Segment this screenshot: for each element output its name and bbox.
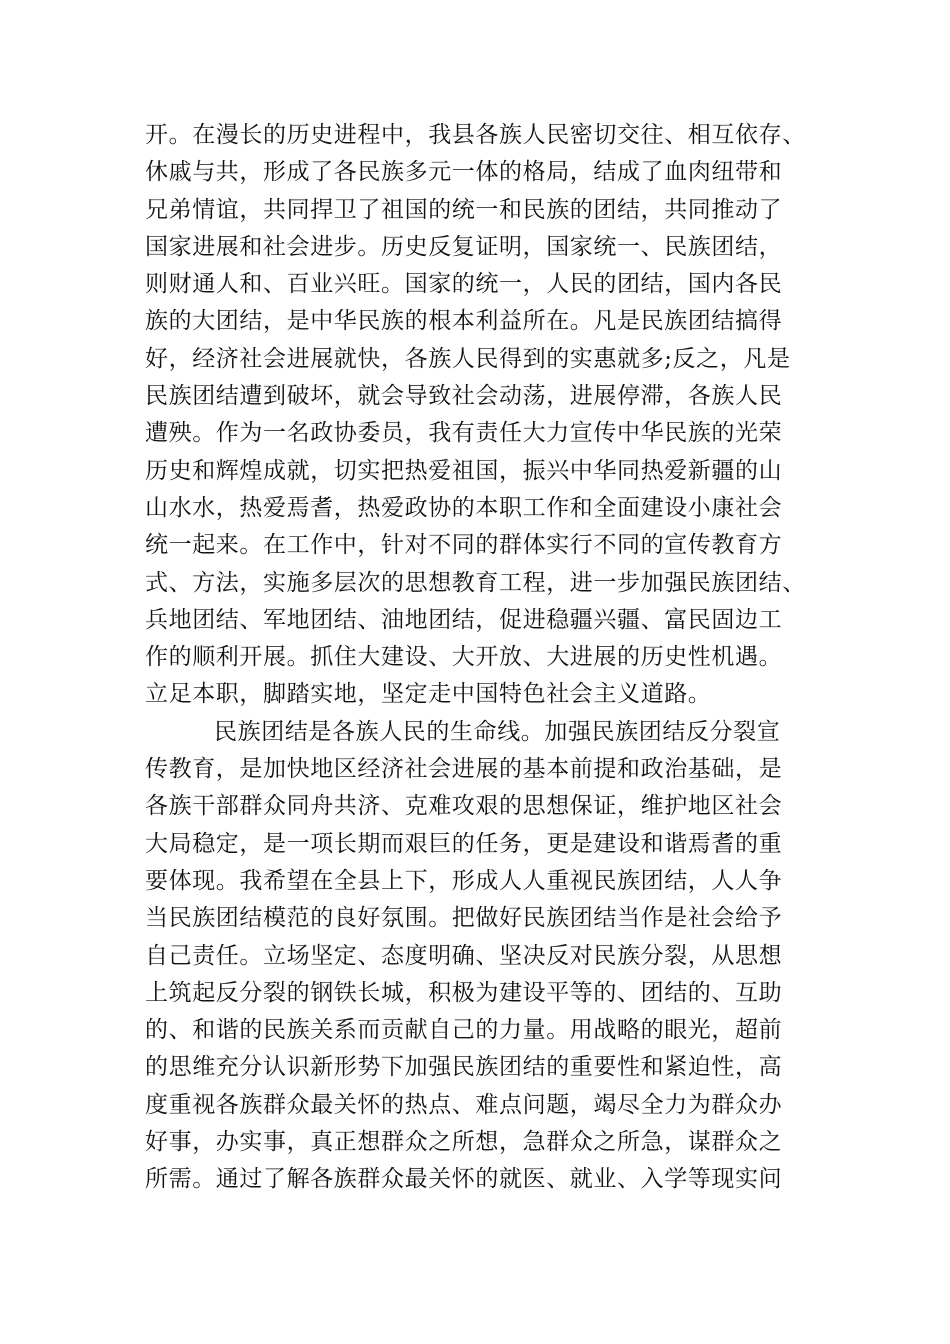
text-line: 传教育，是加快地区经济社会进展的基本前提和政治基础，是: [145, 756, 783, 783]
text-line: 式、方法，实施多层次的思想教育工程，进一步加强民族团结、: [145, 569, 806, 596]
text-line: 当民族团结模范的良好氛围。把做好民族团结当作是社会给予: [145, 905, 783, 932]
text-line: 休戚与共，形成了各民族多元一体的格局，结成了血肉纽带和: [145, 159, 783, 186]
text-line: 上筑起反分裂的钢铁长城，积极为建设平等的、团结的、互助: [145, 979, 783, 1006]
text-line: 国家进展和社会进步。历史反复证明，国家统一、民族团结，: [145, 233, 783, 260]
text-line: 度重视各族群众最关怀的热点、难点问题，竭尽全力为群众办: [145, 1091, 783, 1118]
text-line: 自己责任。立场坚定、态度明确、坚决反对民族分裂，从思想: [145, 942, 783, 969]
text-line: 开。在漫长的历史进程中，我县各族人民密切交往、相互依存、: [145, 122, 806, 148]
text-line: 所需。通过了解各族群众最关怀的就医、就业、入学等现实问: [145, 1166, 783, 1193]
text-line: 遭殃。作为一名政协委员，我有责任大力宣传中华民族的光荣: [145, 420, 783, 447]
text-line: 民族团结是各族人民的生命线。加强民族团结反分裂宣: [214, 718, 781, 745]
text-line: 民族团结遭到破坏，就会导致社会动荡，进展停滞，各族人民: [145, 383, 783, 410]
text-line: 则财通人和、百业兴旺。国家的统一，人民的团结，国内各民: [145, 271, 783, 298]
text-line: 历史和辉煌成就，切实把热爱祖国，振兴中华同热爱新疆的山: [145, 457, 783, 484]
text-line: 兵地团结、军地团结、油地团结，促进稳疆兴疆、富民固边工: [145, 606, 783, 633]
body-text: [145, 117, 805, 1199]
text-line: 好事，办实事，真正想群众之所想，急群众之所急，谋群众之: [145, 1129, 783, 1156]
text-line: 兄弟情谊，共同捍卫了祖国的统一和民族的团结，共同推动了: [145, 196, 783, 223]
text-line: 立足本职，脚踏实地，坚定走中国特色社会主义道路。: [145, 681, 712, 708]
text-line: 作的顺利开展。抓住大建设、大开放、大进展的历史性机遇。: [145, 644, 783, 671]
text-line: 统一起来。在工作中，针对不同的群体实行不同的宣传教育方: [145, 532, 783, 559]
text-line: 的思维充分认识新形势下加强民族团结的重要性和紧迫性，高: [145, 1054, 783, 1081]
text-line: 的、和谐的民族关系而贡献自己的力量。用战略的眼光，超前: [145, 1017, 783, 1044]
paragraph-1: [145, 117, 805, 714]
text-line: 大局稳定，是一项长期而艰巨的任务，更是建设和谐焉耆的重: [145, 830, 783, 857]
text-line: 山水水，热爱焉耆，热爱政协的本职工作和全面建设小康社会: [145, 494, 783, 521]
text-line: 族的大团结，是中华民族的根本利益所在。凡是民族团结搞得: [145, 308, 783, 335]
paragraph-2: [145, 714, 805, 1199]
text-line: 好，经济社会进展就快，各族人民得到的实惠就多;反之，凡是: [145, 345, 791, 372]
text-line: 要体现。我希望在全县上下，形成人人重视民族团结，人人争: [145, 867, 783, 894]
text-line: 各族干部群众同舟共济、克难攻艰的思想保证，维护地区社会: [145, 793, 783, 820]
